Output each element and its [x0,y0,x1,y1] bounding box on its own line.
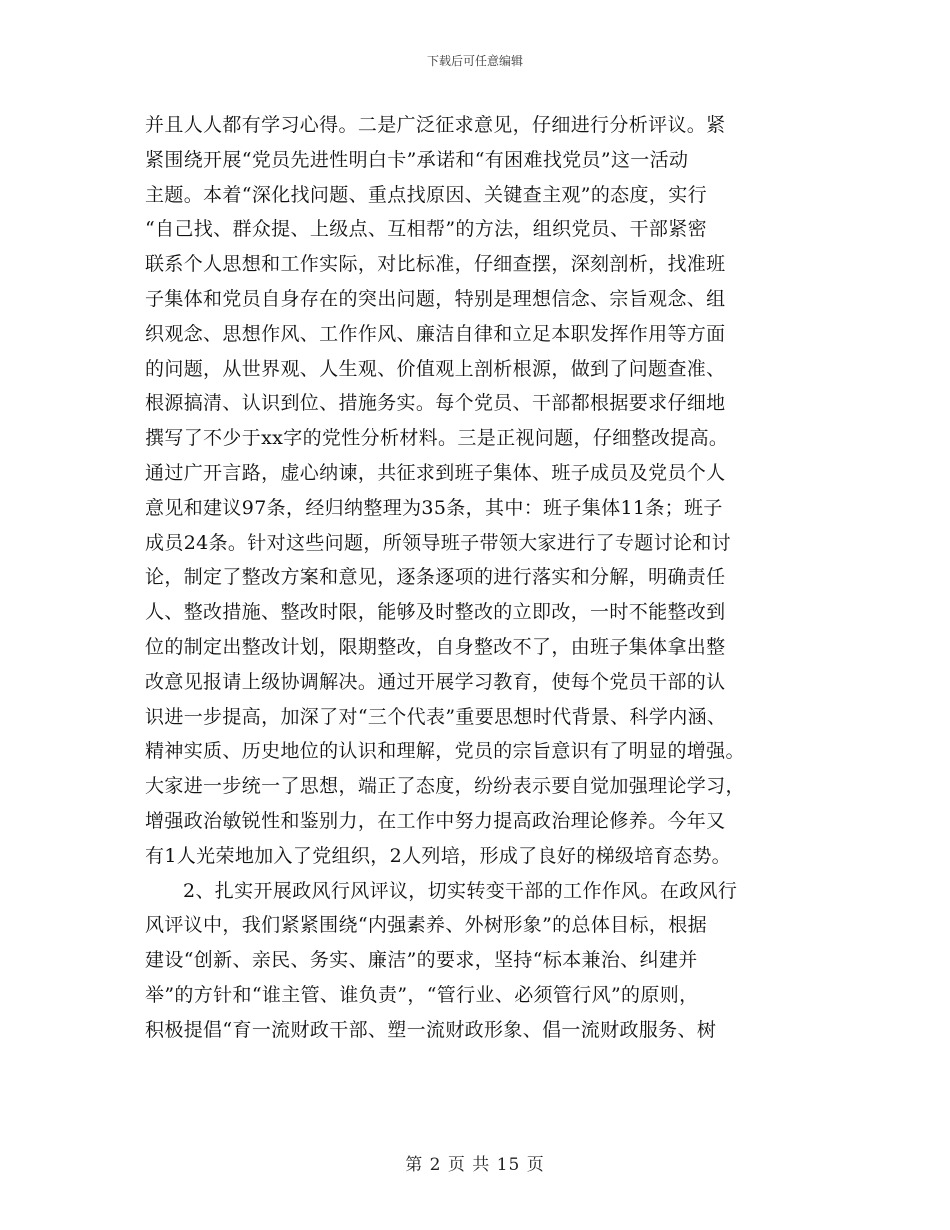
text-line: 人、整改措施、整改时限，能够及时整改的立即改，一时不能整改到 [145,601,726,624]
text-line: 的问题，从世界观、人生观、价值观上剖析根源，做到了问题查准、 [145,357,726,380]
text-line: 论，制定了整改方案和意见，逐条逐项的进行落实和分解，明确责任 [145,566,726,589]
text-line: 位的制定出整改计划，限期整改，自身整改不了，由班子集体拿出整 [145,635,726,658]
text-line: 根源搞清、认识到位、措施务实。每个党员、干部都根据要求仔细地 [145,392,726,415]
text-line: 主题。本着“深化找问题、重点找原因、关键查主观”的态度，实行 [145,183,707,206]
text-line: 举”的方针和“谁主管、谁负责”，“管行业、必须管行风”的原则， [145,983,699,1006]
text-line: 建设“创新、亲民、务实、廉洁”的要求，坚持“标本兼治、纠建并 [145,949,698,972]
text-line: 子集体和党员自身存在的突出问题，特别是理想信念、宗旨观念、组 [145,287,726,310]
text-line: 精神实质、历史地位的认识和理解，党员的宗旨意识有了明显的增强。 [145,740,745,763]
text-line: 改意见报请上级协调解决。通过开展学习教育，使每个党员干部的认 [145,670,726,693]
text-line: 意见和建议97条，经归纳整理为35条，其中：班子集体11条；班子 [145,496,723,519]
text-line: 织观念、思想作风、工作作风、廉洁自律和立足本职发挥作用等方面 [145,322,726,345]
text-line: 联系个人思想和工作实际，对比标准，仔细查摆，深刻剖析，找准班 [145,253,726,276]
text-line: 撰写了不少于xx字的党性分析材料。三是正视问题，仔细整改提高。 [145,427,729,450]
text-line: 通过广开言路，虚心纳谏，共征求到班子集体、班子成员及党员个人 [145,461,726,484]
text-line: 并且人人都有学习心得。二是广泛征求意见，仔细进行分析评议。紧 [145,114,726,136]
page-header: 下载后可任意编辑 [426,54,523,68]
document-body [145,108,807,1048]
text-line: 成员24条。针对这些问题，所领导班子带领大家进行了专题讨论和讨 [145,531,732,554]
text-line: 风评议中，我们紧紧围绕“内强素养、外树形象”的总体目标，根据 [145,914,707,937]
paragraph-first-line: 2、扎实开展政风行风评议，切实转变干部的工作作风。在政风行 [183,879,738,902]
text-line: 大家进一步统一了思想，端正了态度，纷纷表示要自觉加强理论学习， [145,775,745,798]
text-line: “自己找、群众提、上级点、互相帮”的方法，组织党员、干部紧密 [145,218,707,241]
page-number-footer: 第 2 页 共 15 页 [405,1155,545,1175]
text-line: 有1人光荣地加入了党组织，2人列培，形成了良好的梯级培育态势。 [145,844,732,867]
text-line: 紧围绕开展“党员先进性明白卡”承诺和“有困难找党员”这一活动 [145,148,689,171]
text-line: 增强政治敏锐性和鉴别力，在工作中努力提高政治理论修养。今年又 [145,809,726,832]
text-line: 识进一步提高，加深了对“三个代表”重要思想时代背景、科学内涵、 [145,705,727,728]
text-line: 积极提倡“育一流财政干部、塑一流财政形象、倡一流财政服务、树 [145,1018,717,1041]
